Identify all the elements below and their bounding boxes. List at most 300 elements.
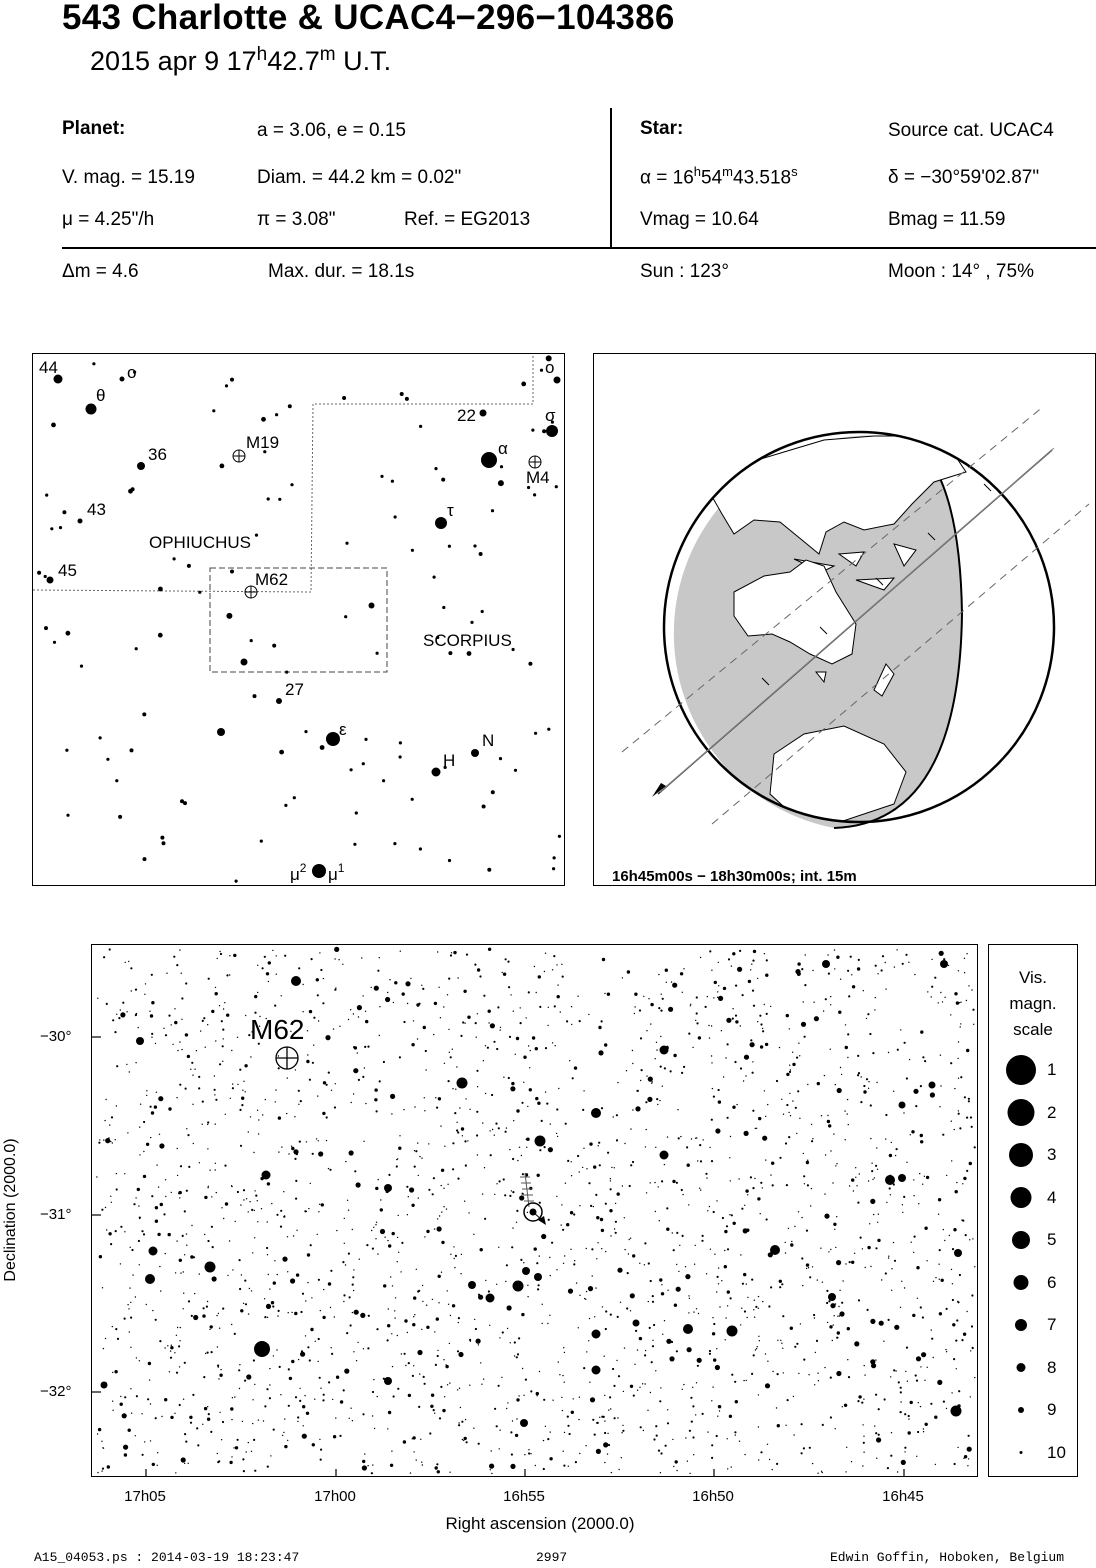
background-star	[725, 1317, 726, 1318]
background-star	[897, 1049, 899, 1051]
background-star	[615, 1232, 617, 1234]
background-star	[124, 1173, 125, 1174]
background-star	[646, 1129, 647, 1130]
background-star	[727, 1438, 728, 1439]
background-star	[397, 1335, 398, 1336]
background-star	[887, 1467, 889, 1469]
background-star	[846, 1447, 847, 1448]
background-star	[709, 1037, 710, 1038]
background-star	[523, 1056, 526, 1059]
background-star	[910, 1134, 911, 1135]
background-star	[124, 1453, 127, 1456]
background-star	[707, 1431, 708, 1432]
background-star	[284, 804, 287, 807]
background-star	[421, 1158, 422, 1159]
x-axis-label: Right ascension (2000.0)	[445, 1514, 635, 1533]
background-star	[516, 1356, 518, 1358]
background-star	[830, 1377, 832, 1379]
background-star	[893, 1242, 894, 1243]
legend-label-2: 2	[1047, 1102, 1057, 1122]
background-star	[496, 1284, 497, 1285]
background-star	[152, 1310, 153, 1311]
background-star	[955, 1190, 958, 1193]
background-star	[239, 1364, 240, 1365]
background-star	[44, 575, 47, 578]
background-star	[358, 1079, 360, 1081]
background-star	[964, 958, 965, 959]
background-star	[202, 1124, 203, 1125]
background-star	[758, 1308, 759, 1309]
background-star	[917, 1298, 918, 1299]
background-star	[645, 1350, 646, 1351]
background-star	[393, 1002, 394, 1003]
background-star	[186, 1245, 187, 1246]
background-star	[825, 998, 827, 1000]
background-star	[665, 1445, 667, 1447]
background-star	[494, 1408, 496, 1410]
background-star	[812, 1463, 813, 1464]
background-star	[484, 1167, 485, 1168]
background-star	[312, 1443, 315, 1446]
background-star	[957, 1058, 958, 1059]
background-star	[539, 1371, 540, 1372]
background-star	[457, 1389, 458, 1390]
background-star	[758, 1336, 759, 1337]
background-star	[150, 1137, 151, 1138]
background-star	[862, 1465, 863, 1466]
background-star	[125, 962, 126, 963]
background-star	[685, 1437, 686, 1438]
background-star	[579, 1397, 580, 1398]
header-rule	[62, 247, 1096, 249]
background-star	[424, 1097, 425, 1098]
background-star	[450, 1254, 451, 1255]
background-star	[519, 1195, 524, 1200]
background-star	[915, 1374, 917, 1376]
background-star	[355, 811, 358, 814]
background-star	[365, 1011, 366, 1012]
background-star	[766, 1013, 768, 1015]
background-star	[769, 1459, 770, 1460]
background-star	[278, 1116, 281, 1119]
background-star	[539, 1149, 541, 1151]
background-star	[616, 1114, 618, 1116]
background-star	[553, 856, 556, 859]
background-star	[185, 1441, 187, 1443]
background-star	[192, 1104, 193, 1105]
background-star	[248, 1442, 249, 1443]
background-star	[660, 1066, 662, 1068]
background-star	[717, 1276, 719, 1278]
background-star	[562, 1229, 564, 1231]
background-star	[753, 950, 756, 953]
background-star	[605, 1310, 607, 1312]
background-star	[836, 1260, 841, 1265]
background-star	[384, 1237, 385, 1238]
background-star	[920, 1134, 923, 1137]
background-star	[179, 1197, 180, 1198]
background-star	[526, 1017, 527, 1018]
background-star	[457, 1350, 459, 1352]
background-star	[183, 1399, 184, 1400]
background-star	[181, 1457, 186, 1462]
background-star	[130, 967, 132, 969]
background-star	[353, 843, 356, 846]
background-star	[680, 972, 683, 975]
background-star	[806, 1263, 809, 1266]
background-star	[521, 1102, 523, 1104]
background-star	[931, 959, 932, 960]
background-star	[755, 1306, 757, 1308]
background-star	[939, 1249, 941, 1251]
background-star	[558, 1361, 559, 1362]
background-star	[629, 1239, 630, 1240]
background-star	[828, 1251, 829, 1252]
background-star	[872, 1179, 873, 1180]
background-star	[530, 1453, 531, 1454]
background-star	[348, 1210, 349, 1211]
background-star	[267, 1182, 270, 1185]
background-star	[804, 1036, 806, 1038]
background-star	[500, 1027, 501, 1028]
background-star	[656, 1042, 657, 1043]
background-star	[328, 1072, 330, 1074]
background-star	[916, 1356, 921, 1361]
background-star	[218, 1460, 220, 1462]
background-star	[610, 1314, 612, 1316]
background-star	[729, 1157, 730, 1158]
background-star	[180, 1327, 181, 1328]
background-star	[765, 1353, 766, 1354]
star-bmag: Bmag = 11.59	[888, 209, 1006, 230]
background-star	[875, 997, 876, 998]
background-star	[692, 1436, 694, 1438]
background-star	[296, 1230, 297, 1231]
background-star	[183, 1293, 184, 1294]
background-star	[411, 549, 414, 552]
background-star	[688, 1033, 690, 1035]
background-star	[437, 951, 438, 952]
background-star	[886, 1202, 887, 1203]
background-star	[822, 1282, 823, 1283]
background-star	[469, 1109, 470, 1110]
background-star	[272, 950, 273, 951]
background-star	[579, 1453, 580, 1454]
background-star	[869, 1223, 870, 1224]
background-star	[146, 1095, 147, 1096]
footer-file: A15_04053.ps : 2014-03-19 18:23:47	[34, 1550, 300, 1565]
background-star	[593, 1165, 596, 1168]
background-star	[789, 1093, 790, 1094]
background-star	[475, 1328, 477, 1330]
background-star	[392, 1366, 393, 1367]
background-star	[448, 1080, 450, 1082]
background-star	[348, 1253, 350, 1255]
background-star	[879, 1321, 884, 1326]
background-star	[229, 955, 230, 956]
background-star	[476, 1339, 481, 1344]
background-star	[798, 1043, 799, 1044]
background-star	[322, 1002, 324, 1004]
sun-elongation: Sun : 123°	[640, 261, 729, 282]
background-star	[179, 1259, 182, 1262]
constellation-scorpius: SCORPIUS	[423, 631, 512, 650]
background-star	[714, 981, 717, 984]
background-star	[396, 1165, 398, 1167]
background-star	[971, 1325, 973, 1327]
background-star	[176, 1335, 177, 1336]
background-star	[960, 1002, 961, 1003]
background-star	[711, 1444, 713, 1446]
background-star	[279, 750, 284, 755]
background-star	[392, 1285, 393, 1286]
background-star	[473, 544, 476, 547]
background-star	[702, 1413, 704, 1415]
background-star	[300, 1311, 302, 1313]
background-star	[443, 1206, 444, 1207]
star-mu	[312, 864, 326, 878]
background-star	[557, 1136, 558, 1137]
background-star	[959, 1002, 960, 1003]
background-star	[115, 779, 118, 782]
background-star	[515, 1434, 518, 1437]
background-star	[507, 1402, 508, 1403]
background-star	[294, 1312, 297, 1315]
max-duration: Max. dur. = 18.1s	[268, 261, 415, 282]
background-star	[209, 1329, 210, 1330]
background-star	[680, 1136, 681, 1137]
background-star	[745, 1189, 748, 1192]
background-star	[958, 1390, 960, 1392]
background-star	[895, 1155, 896, 1156]
background-star	[219, 951, 220, 952]
background-star	[434, 1228, 435, 1229]
background-star	[951, 1160, 952, 1161]
legend-label-5: 5	[1047, 1230, 1057, 1249]
background-star	[777, 1424, 780, 1427]
background-star	[132, 1274, 133, 1275]
background-star	[488, 1022, 489, 1023]
background-star	[388, 1174, 390, 1176]
background-star	[556, 1133, 557, 1134]
background-star	[317, 1095, 318, 1096]
background-star	[501, 1377, 502, 1378]
background-star	[251, 1290, 252, 1291]
background-star	[343, 1389, 345, 1391]
background-star	[207, 1418, 210, 1421]
background-star	[499, 1180, 501, 1182]
background-star	[826, 1302, 828, 1304]
background-star	[817, 1473, 818, 1474]
background-star	[326, 1140, 327, 1141]
background-star	[255, 1195, 257, 1197]
background-star	[512, 1158, 514, 1160]
background-star	[679, 1245, 680, 1246]
background-star	[586, 1168, 587, 1169]
background-star	[851, 1461, 852, 1462]
background-star	[605, 1203, 607, 1205]
background-star	[657, 1104, 658, 1105]
background-star	[403, 1021, 405, 1023]
background-star	[519, 1147, 520, 1148]
background-star	[647, 1097, 652, 1102]
background-star	[891, 1290, 892, 1291]
background-star	[433, 1177, 435, 1179]
background-star	[149, 1011, 150, 1012]
background-star	[51, 423, 56, 428]
background-star	[806, 1268, 807, 1269]
star-27	[276, 698, 282, 704]
background-star	[295, 1180, 297, 1182]
background-star	[939, 1106, 940, 1107]
background-star	[355, 1070, 356, 1071]
background-star	[870, 1199, 875, 1204]
background-star	[836, 1216, 837, 1217]
background-star	[767, 1104, 768, 1105]
planet-motion: μ = 4.25"/h	[62, 209, 155, 230]
legend-label-6: 6	[1047, 1272, 1057, 1292]
background-star	[313, 1017, 315, 1019]
background-star	[911, 1130, 914, 1133]
background-star	[814, 1384, 815, 1385]
background-star	[266, 1304, 271, 1309]
background-star	[788, 1112, 789, 1113]
background-star	[242, 1458, 244, 1460]
background-star	[487, 868, 491, 872]
background-star	[169, 1371, 170, 1372]
background-star	[703, 1139, 704, 1140]
background-star	[717, 991, 718, 992]
background-star	[168, 1233, 171, 1236]
background-star	[202, 1424, 203, 1425]
background-star	[363, 1348, 364, 1349]
background-star	[185, 1033, 188, 1036]
legend-label-1: 1	[1047, 1060, 1057, 1079]
background-star	[335, 1083, 336, 1084]
background-star	[127, 1132, 128, 1133]
background-star	[239, 1069, 241, 1071]
background-star	[971, 989, 972, 990]
background-star	[583, 1367, 585, 1369]
background-star	[170, 1346, 173, 1349]
background-star	[319, 952, 320, 953]
background-star	[922, 1184, 923, 1185]
background-star	[412, 1375, 414, 1377]
finder-stars	[37, 355, 561, 882]
background-star	[809, 1276, 811, 1278]
label-omicron: o	[127, 363, 137, 382]
background-star	[724, 1250, 725, 1251]
background-star	[585, 1299, 586, 1300]
background-star	[555, 1045, 556, 1046]
background-star	[746, 1283, 747, 1284]
background-star	[319, 1439, 320, 1440]
background-star	[752, 1187, 754, 1189]
background-star	[103, 956, 105, 958]
background-star	[776, 1080, 778, 1082]
background-star	[399, 755, 402, 758]
background-star	[231, 1456, 232, 1457]
background-star	[207, 1124, 208, 1125]
background-star	[845, 1046, 848, 1049]
background-star	[885, 1272, 887, 1274]
background-star	[128, 1429, 131, 1432]
background-star	[300, 1100, 302, 1102]
background-star	[807, 1084, 808, 1085]
background-star	[903, 1112, 904, 1113]
background-star	[538, 1284, 540, 1286]
background-star	[637, 1390, 638, 1391]
background-star	[358, 1016, 359, 1017]
background-star	[198, 1076, 200, 1078]
background-star	[399, 1056, 401, 1058]
background-star	[220, 464, 225, 469]
background-star	[972, 1238, 973, 1239]
background-star	[826, 1290, 828, 1292]
background-star	[249, 1288, 250, 1289]
background-star	[362, 1465, 367, 1470]
background-star	[667, 1136, 668, 1137]
background-star	[676, 1264, 677, 1265]
background-star	[840, 979, 841, 980]
background-star	[862, 1424, 863, 1425]
background-star	[217, 1453, 218, 1454]
background-star	[913, 1252, 914, 1253]
background-star	[670, 1070, 672, 1072]
background-star	[424, 1236, 425, 1237]
background-star	[129, 1331, 130, 1332]
background-star	[447, 1184, 448, 1185]
background-star	[311, 1297, 312, 1298]
background-star	[253, 1152, 254, 1153]
background-star	[155, 1043, 156, 1044]
label-mu1: $\mu^1$	[328, 861, 345, 884]
background-star	[412, 1436, 415, 1439]
background-star	[709, 1206, 710, 1207]
background-star	[827, 1120, 830, 1123]
background-star	[633, 1395, 635, 1397]
background-star	[376, 1328, 378, 1330]
background-star	[721, 1030, 722, 1031]
background-star	[267, 1221, 268, 1222]
background-star	[288, 1405, 290, 1407]
background-star	[673, 1054, 676, 1057]
background-star	[408, 1394, 411, 1397]
background-star	[956, 1182, 957, 1183]
background-star	[165, 1253, 166, 1254]
star-sigma	[546, 425, 558, 437]
background-star	[823, 1010, 824, 1011]
background-star	[129, 1287, 130, 1288]
background-star	[588, 1340, 589, 1341]
background-star	[735, 1434, 736, 1435]
background-star	[839, 1315, 840, 1316]
star-22	[480, 410, 487, 417]
background-star	[264, 1405, 266, 1407]
background-star	[150, 1440, 151, 1441]
background-star	[339, 1026, 340, 1027]
legend-title: Vis. magn. scale	[1009, 968, 1057, 1039]
background-star	[672, 1439, 673, 1440]
background-star	[295, 1198, 297, 1200]
background-star	[946, 1308, 948, 1310]
background-star	[526, 1138, 529, 1141]
background-star	[660, 1472, 661, 1473]
background-star	[664, 1164, 665, 1165]
background-star	[331, 1347, 332, 1348]
background-star	[257, 965, 258, 966]
background-star	[902, 963, 904, 965]
